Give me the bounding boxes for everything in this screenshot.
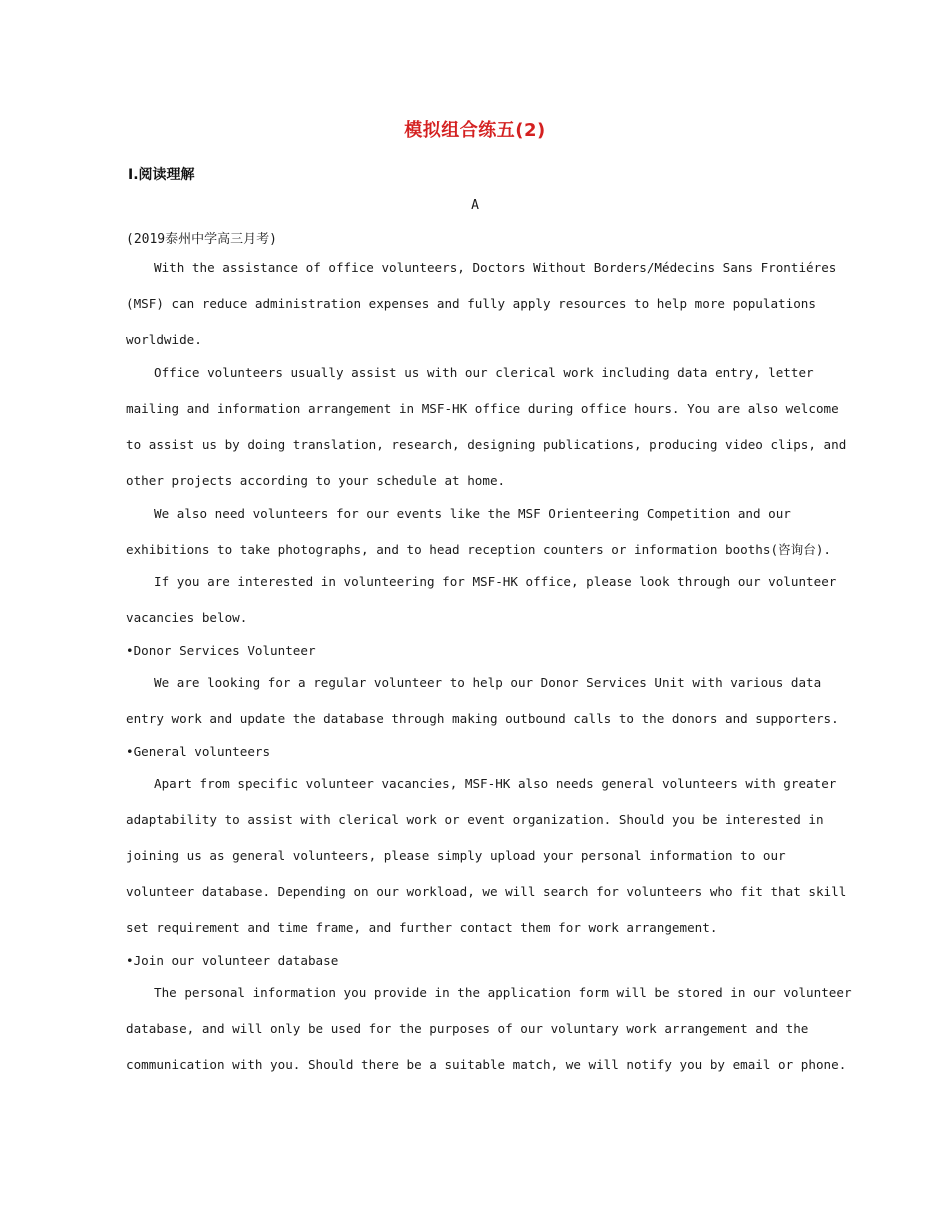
paragraph-line: If you are interested in volunteering for MSF-HK office, please look through our volunteer — [154, 574, 837, 589]
paragraph-line: database, and will only be used for the purposes of our voluntary work arrangement and the — [126, 1021, 809, 1036]
paragraph-line: With the assistance of office volunteers, Doctors Without Borders/Médecins Sans Frontiéres — [154, 260, 837, 275]
paragraph-line: adaptability to assist with clerical work or event organization. Should you be interested in — [126, 812, 824, 827]
paragraph-line: The personal information you provide in the application form will be stored in our volunteer — [154, 985, 852, 1000]
passage-letter: A — [471, 198, 479, 213]
bullet-join-database — [126, 944, 830, 977]
paragraph-6 — [126, 766, 847, 946]
paragraph-line: Apart from specific volunteer vacancies, MSF-HK also needs general volunteers with greater — [154, 776, 837, 791]
paragraph-line: worldwide. — [126, 332, 202, 347]
paragraph-line: entry work and update the database through making outbound calls to the donors and supporters. — [126, 711, 839, 726]
paragraph-line: mailing and information arrangement in MSF-HK office during office hours. You are also welcome — [126, 401, 839, 416]
paragraph-2 — [126, 355, 847, 499]
paragraph-line: set requirement and time frame, and further contact them for work arrangement. — [126, 920, 718, 935]
paragraph-5 — [126, 665, 839, 737]
paragraph-line: joining us as general volunteers, please simply upload your personal information to our — [126, 848, 786, 863]
paragraph-3 — [126, 496, 830, 568]
paragraph-1 — [126, 250, 837, 358]
paragraph-line: exhibitions to take photographs, and to head reception counters or information booths(咨询台). — [126, 542, 832, 557]
section-heading: Ⅰ.阅读理解 — [128, 167, 195, 183]
bullet-general-volunteers — [126, 735, 830, 768]
bullet-donor-services — [126, 634, 830, 667]
paragraph-line: Office volunteers usually assist us with our clerical work including data entry, letter — [154, 365, 814, 380]
bullet-heading: •Donor Services Volunteer — [126, 643, 316, 658]
paragraph-line: We are looking for a regular volunteer to help our Donor Services Unit with various data — [154, 675, 822, 690]
bullet-heading: •General volunteers — [126, 744, 271, 759]
paragraph-line: communication with you. Should there be a suitable match, we will notify you by email or phone. — [126, 1057, 847, 1072]
paragraph-line: volunteer database. Depending on our workload, we will search for volunteers who fit that skill — [126, 884, 847, 899]
paragraph-line: (MSF) can reduce administration expenses and fully apply resources to help more populations — [126, 296, 816, 311]
bullet-heading: •Join our volunteer database — [126, 953, 339, 968]
paragraph-line: to assist us by doing translation, research, designing publications, producing video clips, and — [126, 437, 847, 452]
paragraph-line: We also need volunteers for our events like the MSF Orienteering Competition and our — [154, 506, 791, 521]
paragraph-7 — [126, 975, 852, 1083]
paragraph-4 — [126, 564, 837, 636]
source-note: (2019泰州中学高三月考) — [126, 232, 277, 247]
document-title: 模拟组合练五(2) — [404, 120, 546, 141]
paragraph-line: vacancies below. — [126, 610, 248, 625]
paragraph-line: other projects according to your schedule at home. — [126, 473, 506, 488]
